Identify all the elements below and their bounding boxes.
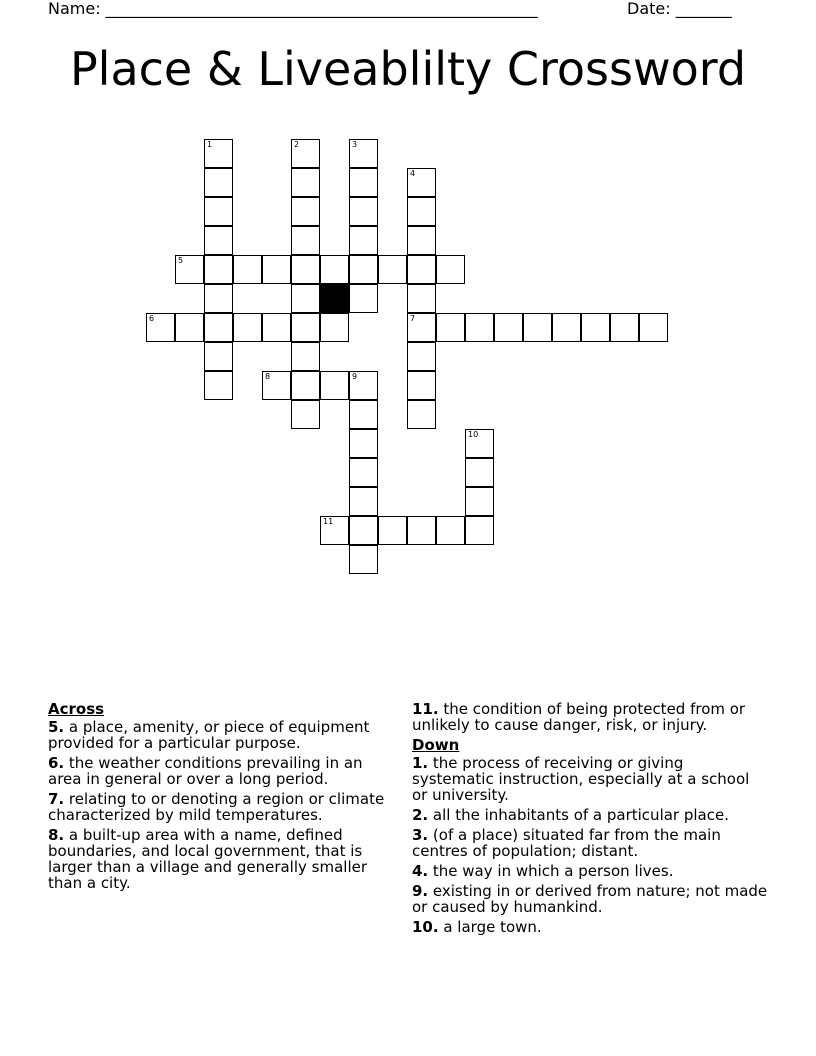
- clue-number: 4.: [412, 862, 429, 880]
- clue-number-label: 4: [410, 169, 416, 178]
- clue-text: (of a place) situated far from the main centres of population; distant.: [412, 826, 721, 860]
- clue-text: the process of receiving or giving systematic instruction, especially at a school or university.: [412, 754, 750, 804]
- grid-cell[interactable]: [349, 139, 378, 168]
- grid-cell[interactable]: [349, 284, 378, 313]
- grid-cell[interactable]: [204, 342, 233, 371]
- grid-cell[interactable]: [291, 400, 320, 429]
- grid-cell[interactable]: [349, 255, 378, 284]
- grid-cell[interactable]: [233, 255, 262, 284]
- grid-cell[interactable]: [349, 429, 378, 458]
- grid-cell[interactable]: [465, 458, 494, 487]
- grid-cell[interactable]: [175, 313, 204, 342]
- grid-cell[interactable]: [204, 255, 233, 284]
- grid-cell[interactable]: [291, 342, 320, 371]
- clue-number: 7.: [48, 790, 65, 808]
- grid-cell[interactable]: [407, 371, 436, 400]
- grid-cell[interactable]: [204, 226, 233, 255]
- clue-number-label: 7: [410, 314, 416, 323]
- grid-cell[interactable]: [407, 226, 436, 255]
- grid-cell[interactable]: [581, 313, 610, 342]
- clue-number: 3.: [412, 826, 429, 844]
- grid-cell[interactable]: [262, 371, 291, 400]
- grid-cell[interactable]: [204, 371, 233, 400]
- page-title: Place & Liveablilty Crossword: [69, 42, 747, 96]
- clue-down-4: [412, 863, 768, 879]
- clue-across-11: [412, 701, 768, 733]
- grid-cell[interactable]: [291, 226, 320, 255]
- grid-cell[interactable]: [436, 255, 465, 284]
- grid-cell[interactable]: [262, 255, 291, 284]
- grid-cell[interactable]: [465, 516, 494, 545]
- clue-across-8: [48, 827, 400, 891]
- clue-number-label: 1: [207, 140, 213, 149]
- clues-right-column: [412, 701, 768, 939]
- grid-cell[interactable]: [291, 313, 320, 342]
- across-heading: Across: [48, 700, 105, 718]
- grid-cell[interactable]: [465, 313, 494, 342]
- grid-cell[interactable]: [494, 313, 523, 342]
- clue-number: 10.: [412, 918, 439, 936]
- clue-number-label: 10: [468, 430, 479, 439]
- grid-cell[interactable]: [349, 168, 378, 197]
- clue-across-7: [48, 791, 400, 823]
- grid-cell[interactable]: [146, 313, 175, 342]
- grid-cell[interactable]: [204, 197, 233, 226]
- grid-cell[interactable]: [291, 255, 320, 284]
- grid-cell[interactable]: [552, 313, 581, 342]
- grid-cell[interactable]: [291, 139, 320, 168]
- grid-cell[interactable]: [378, 255, 407, 284]
- clue-number: 2.: [412, 806, 429, 824]
- grid-cell[interactable]: [407, 400, 436, 429]
- clue-text: the condition of being protected from or unlikely to cause danger, risk, or injury.: [412, 700, 746, 734]
- clue-text: all the inhabitants of a particular place.: [428, 806, 729, 824]
- clue-number: 9.: [412, 882, 429, 900]
- clue-down-1: [412, 755, 768, 803]
- grid-cell[interactable]: [349, 226, 378, 255]
- grid-cell[interactable]: [523, 313, 552, 342]
- grid-cell[interactable]: [349, 371, 378, 400]
- grid-cell[interactable]: [639, 313, 668, 342]
- grid-cell[interactable]: [407, 168, 436, 197]
- grid-cell[interactable]: [204, 168, 233, 197]
- grid-cell[interactable]: [465, 487, 494, 516]
- clue-across-5: [48, 719, 400, 751]
- clue-text: existing in or derived from nature; not made or caused by humankind.: [412, 882, 768, 916]
- clue-number: 6.: [48, 754, 65, 772]
- clue-across-6: [48, 755, 400, 787]
- grid-cell[interactable]: [610, 313, 639, 342]
- clue-text: the weather conditions prevailing in an area in general or over a long period.: [48, 754, 363, 788]
- grid-cell[interactable]: [436, 516, 465, 545]
- grid-cell[interactable]: [233, 313, 262, 342]
- grid-cell[interactable]: [262, 313, 291, 342]
- clue-text: a built-up area with a name, defined boundaries, and local government, that is larger than a village and generally smaller than a city.: [48, 826, 368, 892]
- clue-text: a large town.: [438, 918, 542, 936]
- clue-number-label: 11: [323, 517, 334, 526]
- grid-cell[interactable]: [291, 284, 320, 313]
- grid-cell[interactable]: [175, 255, 204, 284]
- clue-number-label: 8: [265, 372, 271, 381]
- grid-cell[interactable]: [349, 487, 378, 516]
- grid-cell[interactable]: [378, 516, 407, 545]
- grid-cell[interactable]: [349, 458, 378, 487]
- clue-number-label: 9: [352, 372, 358, 381]
- clue-down-3: [412, 827, 768, 859]
- grid-cell[interactable]: [320, 313, 349, 342]
- clues-left-column: [48, 701, 400, 895]
- clue-number-label: 5: [178, 256, 184, 265]
- grid-cell[interactable]: [204, 284, 233, 313]
- clue-number: 1.: [412, 754, 429, 772]
- name-field: Name: ______________________________________________________: [48, 0, 538, 18]
- grid-cell[interactable]: [407, 284, 436, 313]
- grid-cell[interactable]: [204, 139, 233, 168]
- grid-cell[interactable]: [320, 255, 349, 284]
- clue-number-label: 6: [149, 314, 155, 323]
- grid-cell[interactable]: [204, 313, 233, 342]
- clue-number: 5.: [48, 718, 65, 736]
- grid-cell[interactable]: [407, 516, 436, 545]
- grid-cell[interactable]: [349, 400, 378, 429]
- grid-cell[interactable]: [407, 255, 436, 284]
- grid-cell[interactable]: [349, 545, 378, 574]
- grid-cell[interactable]: [291, 371, 320, 400]
- grid-cell[interactable]: [465, 429, 494, 458]
- clue-text: the way in which a person lives.: [428, 862, 674, 880]
- clue-text: relating to or denoting a region or climate characterized by mild temperatures.: [48, 790, 385, 824]
- grid-cell[interactable]: [349, 516, 378, 545]
- clue-number: 11.: [412, 700, 439, 718]
- clue-number: 8.: [48, 826, 65, 844]
- grid-cell[interactable]: [320, 371, 349, 400]
- grid-cell[interactable]: [349, 197, 378, 226]
- down-heading: Down: [412, 736, 460, 754]
- grid-cell[interactable]: [436, 313, 465, 342]
- grid-cell[interactable]: [407, 197, 436, 226]
- grid-cell[interactable]: [291, 168, 320, 197]
- black-square: [320, 284, 349, 313]
- date-field: Date: _______: [627, 0, 732, 18]
- clue-down-2: [412, 807, 768, 823]
- grid-cell[interactable]: [291, 197, 320, 226]
- clue-number-label: 3: [352, 140, 358, 149]
- grid-cell[interactable]: [407, 342, 436, 371]
- clue-down-9: [412, 883, 768, 915]
- clue-text: a place, amenity, or piece of equipment provided for a particular purpose.: [48, 718, 370, 752]
- clue-down-10: [412, 919, 768, 935]
- grid-cell[interactable]: [407, 313, 436, 342]
- clue-number-label: 2: [294, 140, 300, 149]
- grid-cell[interactable]: [320, 516, 349, 545]
